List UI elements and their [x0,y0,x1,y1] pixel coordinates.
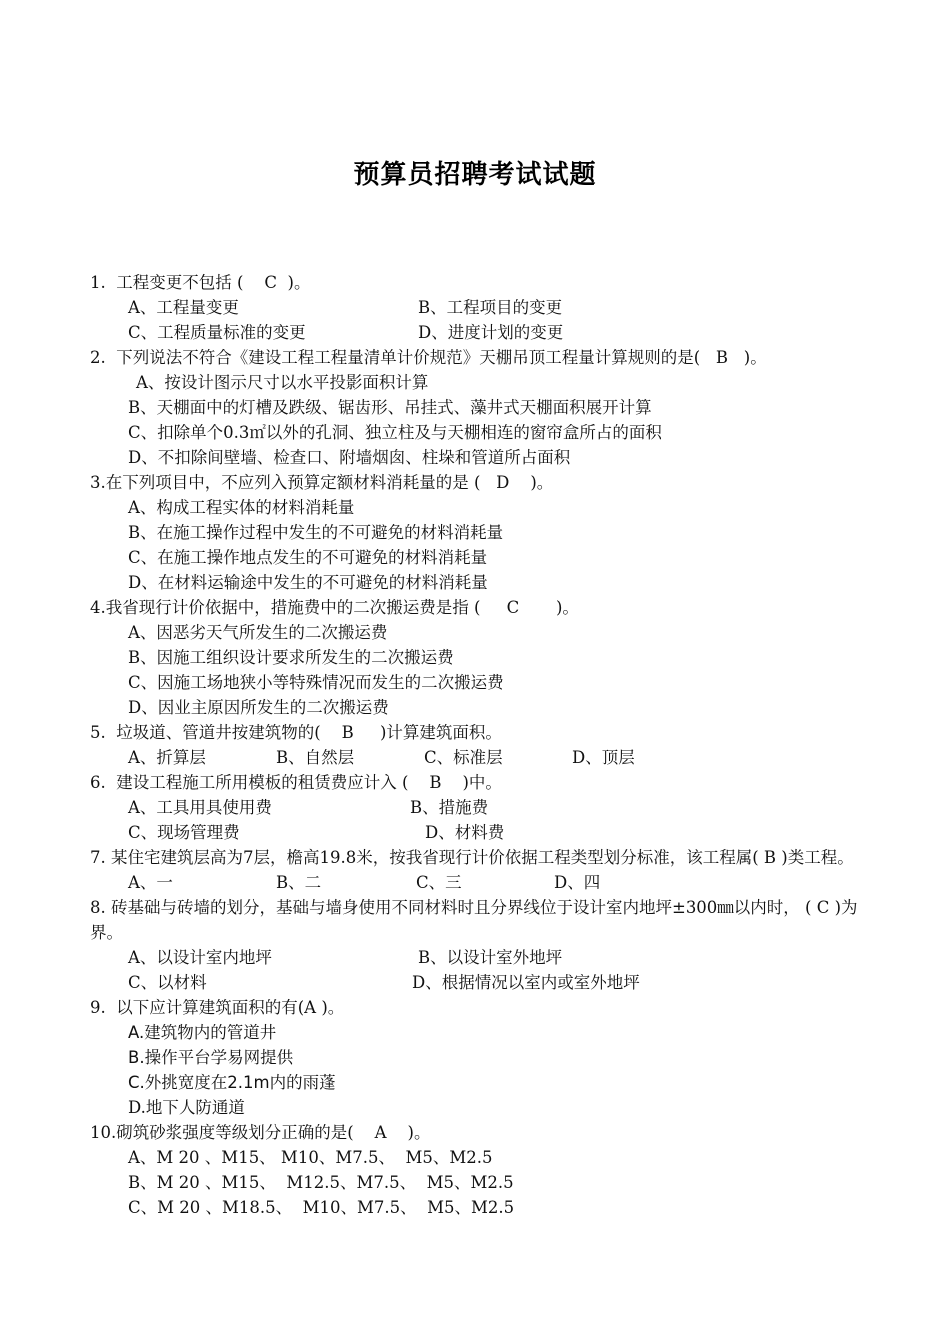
option-c: C、标准层 [424,748,503,767]
question-stem: 2. 下列说法不符合《建设工程工程量清单计价规范》天棚吊顶工程量计算规则的是( B )。 [90,348,767,367]
option-a: A、工具用具使用费 [128,798,272,817]
question-1 [90,270,870,345]
option-c: C、现场管理费 [128,823,240,842]
option-b: B、工程项目的变更 [418,298,563,317]
option-a: A.建筑物内的管道井 [128,1023,277,1042]
option-c: C、因施工场地狭小等特殊情况而发生的二次搬运费 [128,673,504,692]
option-d: D.地下人防通道 [128,1098,245,1117]
option-a: A、构成工程实体的材料消耗量 [128,498,355,517]
option-b: B、M 20 、M15、 M12.5、M7.5、 M5、M2.5 [128,1173,514,1192]
option-c: C、三 [416,873,462,892]
option-d: D、四 [554,873,601,892]
question-stem: 7. 某住宅建筑层高为7层，檐高19.8米，按我省现行计价依据工程类型划分标准，该工程属( B )类工程。 [90,848,854,867]
option-a: A、一 [128,873,173,892]
question-list [90,270,870,1220]
option-a: A、工程量变更 [128,298,239,317]
option-b: B、天棚面中的灯槽及跌级、锯齿形、吊挂式、藻井式天棚面积展开计算 [128,398,652,417]
question-6 [90,770,870,845]
page-title: 预算员招聘考试试题 [353,160,597,190]
question-2 [90,345,870,470]
option-d: D、根据情况以室内或室外地坪 [412,973,640,992]
question-stem: 8. 砖基础与砖墙的划分，基础与墙身使用不同材料时且分界线位于设计室内地坪±300㎜以内时， ( C )为界。 [90,898,858,942]
option-b: B、在施工操作过程中发生的不可避免的材料消耗量 [128,523,504,542]
question-stem: 10.砌筑砂浆强度等级划分正确的是( A )。 [90,1123,431,1142]
option-c: C、M 20 、M18.5、 M10、M7.5、 M5、M2.5 [128,1198,515,1217]
question-10 [90,1120,870,1220]
option-row [90,820,870,845]
option-row [90,745,870,770]
option-b: B、二 [276,873,322,892]
question-stem: 4.我省现行计价依据中，措施费中的二次搬运费是指 ( C )。 [90,598,579,617]
option-b: B、以设计室外地坪 [418,948,563,967]
option-c: C、在施工操作地点发生的不可避免的材料消耗量 [128,548,488,567]
option-row [90,945,870,970]
option-a: A、折算层 [128,748,206,767]
question-stem: 1. 工程变更不包括 ( C )。 [90,273,311,292]
option-d: D、不扣除间壁墙、检查口、附墙烟囱、柱垛和管道所占面积 [128,448,571,467]
option-d: D、材料费 [425,823,505,842]
question-stem: 6. 建设工程施工所用模板的租赁费应计入 ( B )中。 [90,773,502,792]
option-d: D、进度计划的变更 [418,323,564,342]
option-c: C、工程质量标准的变更 [128,323,306,342]
option-b: B、措施费 [410,798,489,817]
option-d: D、在材料运输途中发生的不可避免的材料消耗量 [128,573,488,592]
question-5 [90,720,870,770]
option-a: A、按设计图示尺寸以水平投影面积计算 [136,373,429,392]
question-7 [90,845,870,895]
question-9 [90,995,870,1120]
option-row [90,320,870,345]
option-b: B.操作平台学易网提供 [128,1048,294,1067]
option-row [90,795,870,820]
option-b: B、自然层 [276,748,355,767]
option-c: C、以材料 [128,973,207,992]
option-row [90,870,870,895]
option-a: A、M 20 、M15、 M10、M7.5、 M5、M2.5 [128,1148,493,1167]
option-c: C、扣除单个0.3㎡以外的孔洞、独立柱及与天棚相连的窗帘盒所占的面积 [128,423,662,442]
option-d: D、顶层 [572,748,635,767]
question-stem: 5. 垃圾道、管道井按建筑物的( B )计算建筑面积。 [90,723,502,742]
option-b: B、因施工组织设计要求所发生的二次搬运费 [128,648,454,667]
option-row [90,970,870,995]
option-a: A、以设计室内地坪 [128,948,272,967]
question-stem: 3.在下列项目中，不应列入预算定额材料消耗量的是 ( D )。 [90,473,554,492]
question-4 [90,595,870,720]
question-3 [90,470,870,595]
question-8 [90,895,870,995]
option-d: D、因业主原因所发生的二次搬运费 [128,698,389,717]
option-c: C.外挑宽度在2.1m内的雨蓬 [128,1073,336,1092]
option-a: A、因恶劣天气所发生的二次搬运费 [128,623,388,642]
question-stem: 9. 以下应计算建筑面积的有(A )。 [90,998,345,1017]
option-row [90,295,870,320]
